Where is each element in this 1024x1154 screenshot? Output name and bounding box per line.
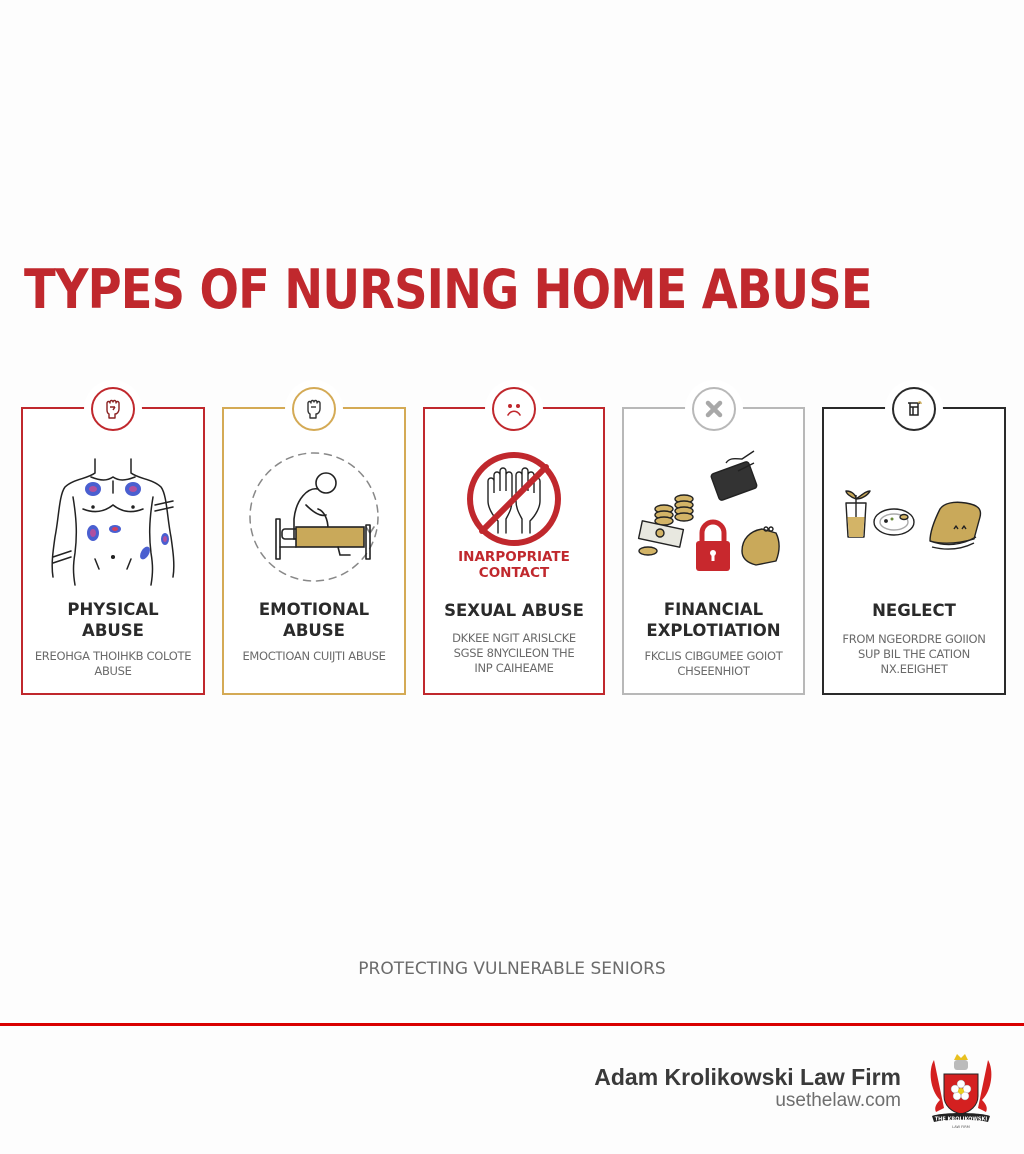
raised-fist-icon (91, 387, 135, 431)
card-description-line: ABUSE (94, 664, 132, 678)
card-title-line: ABUSE (283, 621, 345, 640)
raised-fist-icon (292, 387, 336, 431)
firm-crest-logo (928, 1050, 994, 1130)
card-sub-label-line: INARPOPRIATE (458, 549, 570, 565)
sad-face-icon (492, 387, 536, 431)
card-description-line: SGSE 8NYCILEON THE (453, 646, 575, 660)
card-description-line: NX.EEIGHET (880, 662, 948, 676)
card-description (234, 649, 394, 664)
cross-bones-icon (692, 387, 736, 431)
neglect-tool-icon (892, 387, 936, 431)
footer-divider (0, 1023, 1024, 1026)
card-sub-label-line: CONTACT (478, 565, 550, 581)
card-title-line: PHYSICAL (67, 600, 159, 619)
logo-sub-text: LAW FIRM (952, 1125, 970, 1129)
bruised-torso-illustration (23, 447, 203, 587)
card-title (23, 599, 203, 641)
firm-info (594, 1064, 901, 1111)
card-description (33, 649, 193, 679)
card-description-line: CHSEENHIOT (677, 664, 750, 678)
card-description (834, 632, 994, 677)
card-physical-abuse (21, 407, 205, 695)
card-title-line: ABUSE (82, 621, 144, 640)
card-title-line: EXPLOTIATION (646, 621, 781, 640)
card-title-line: FINANCIAL (663, 600, 764, 619)
card-sexual-abuse (423, 407, 605, 695)
logo-banner-text: THE KROLIKOWSKI (934, 1116, 988, 1123)
food-water-blanket-illustration (824, 447, 1004, 587)
card-description-line: INP CAIHEAME (474, 661, 554, 675)
card-title (224, 599, 404, 641)
money-wallet-lock-illustration (624, 447, 803, 587)
card-description-line: DKKEE NGIT ARISLCKE (452, 631, 576, 645)
tagline: PROTECTING VULNERABLE SENIORS (358, 959, 666, 979)
card-title (624, 599, 803, 641)
card-description-line: SUP BIL THE CATION (858, 647, 970, 661)
card-emotional-abuse (222, 407, 406, 695)
card-description-line: FROM NGEORDRE GOIION (842, 632, 986, 646)
card-description-line: EMOCTIOAN CUIJTI ABUSE (242, 649, 386, 663)
card-title-line: NEGLECT (872, 601, 956, 620)
card-title-line: SEXUAL ABUSE (444, 601, 584, 620)
card-title-line: EMOTIONAL (258, 600, 370, 619)
card-financial-exploitation (622, 407, 805, 695)
firm-name: Adam Krolikowski Law Firm (594, 1064, 901, 1090)
card-description (435, 631, 593, 676)
card-description-line: FKCLIS CIBGUMEE GOIOT (644, 649, 783, 663)
card-title (425, 600, 603, 621)
page-title: TYPES OF NURSING HOME ABUSE (24, 258, 872, 321)
card-title (824, 600, 1004, 621)
card-neglect (822, 407, 1006, 695)
card-description (634, 649, 793, 679)
person-huddled-on-bed-illustration (224, 447, 404, 587)
card-sub-label (439, 549, 589, 581)
firm-website-link[interactable]: usethelaw.com (775, 1090, 901, 1111)
prohibited-hands-illustration (425, 449, 603, 549)
card-description-line: EREOHGA THOIHKB COLOTE (34, 649, 192, 663)
